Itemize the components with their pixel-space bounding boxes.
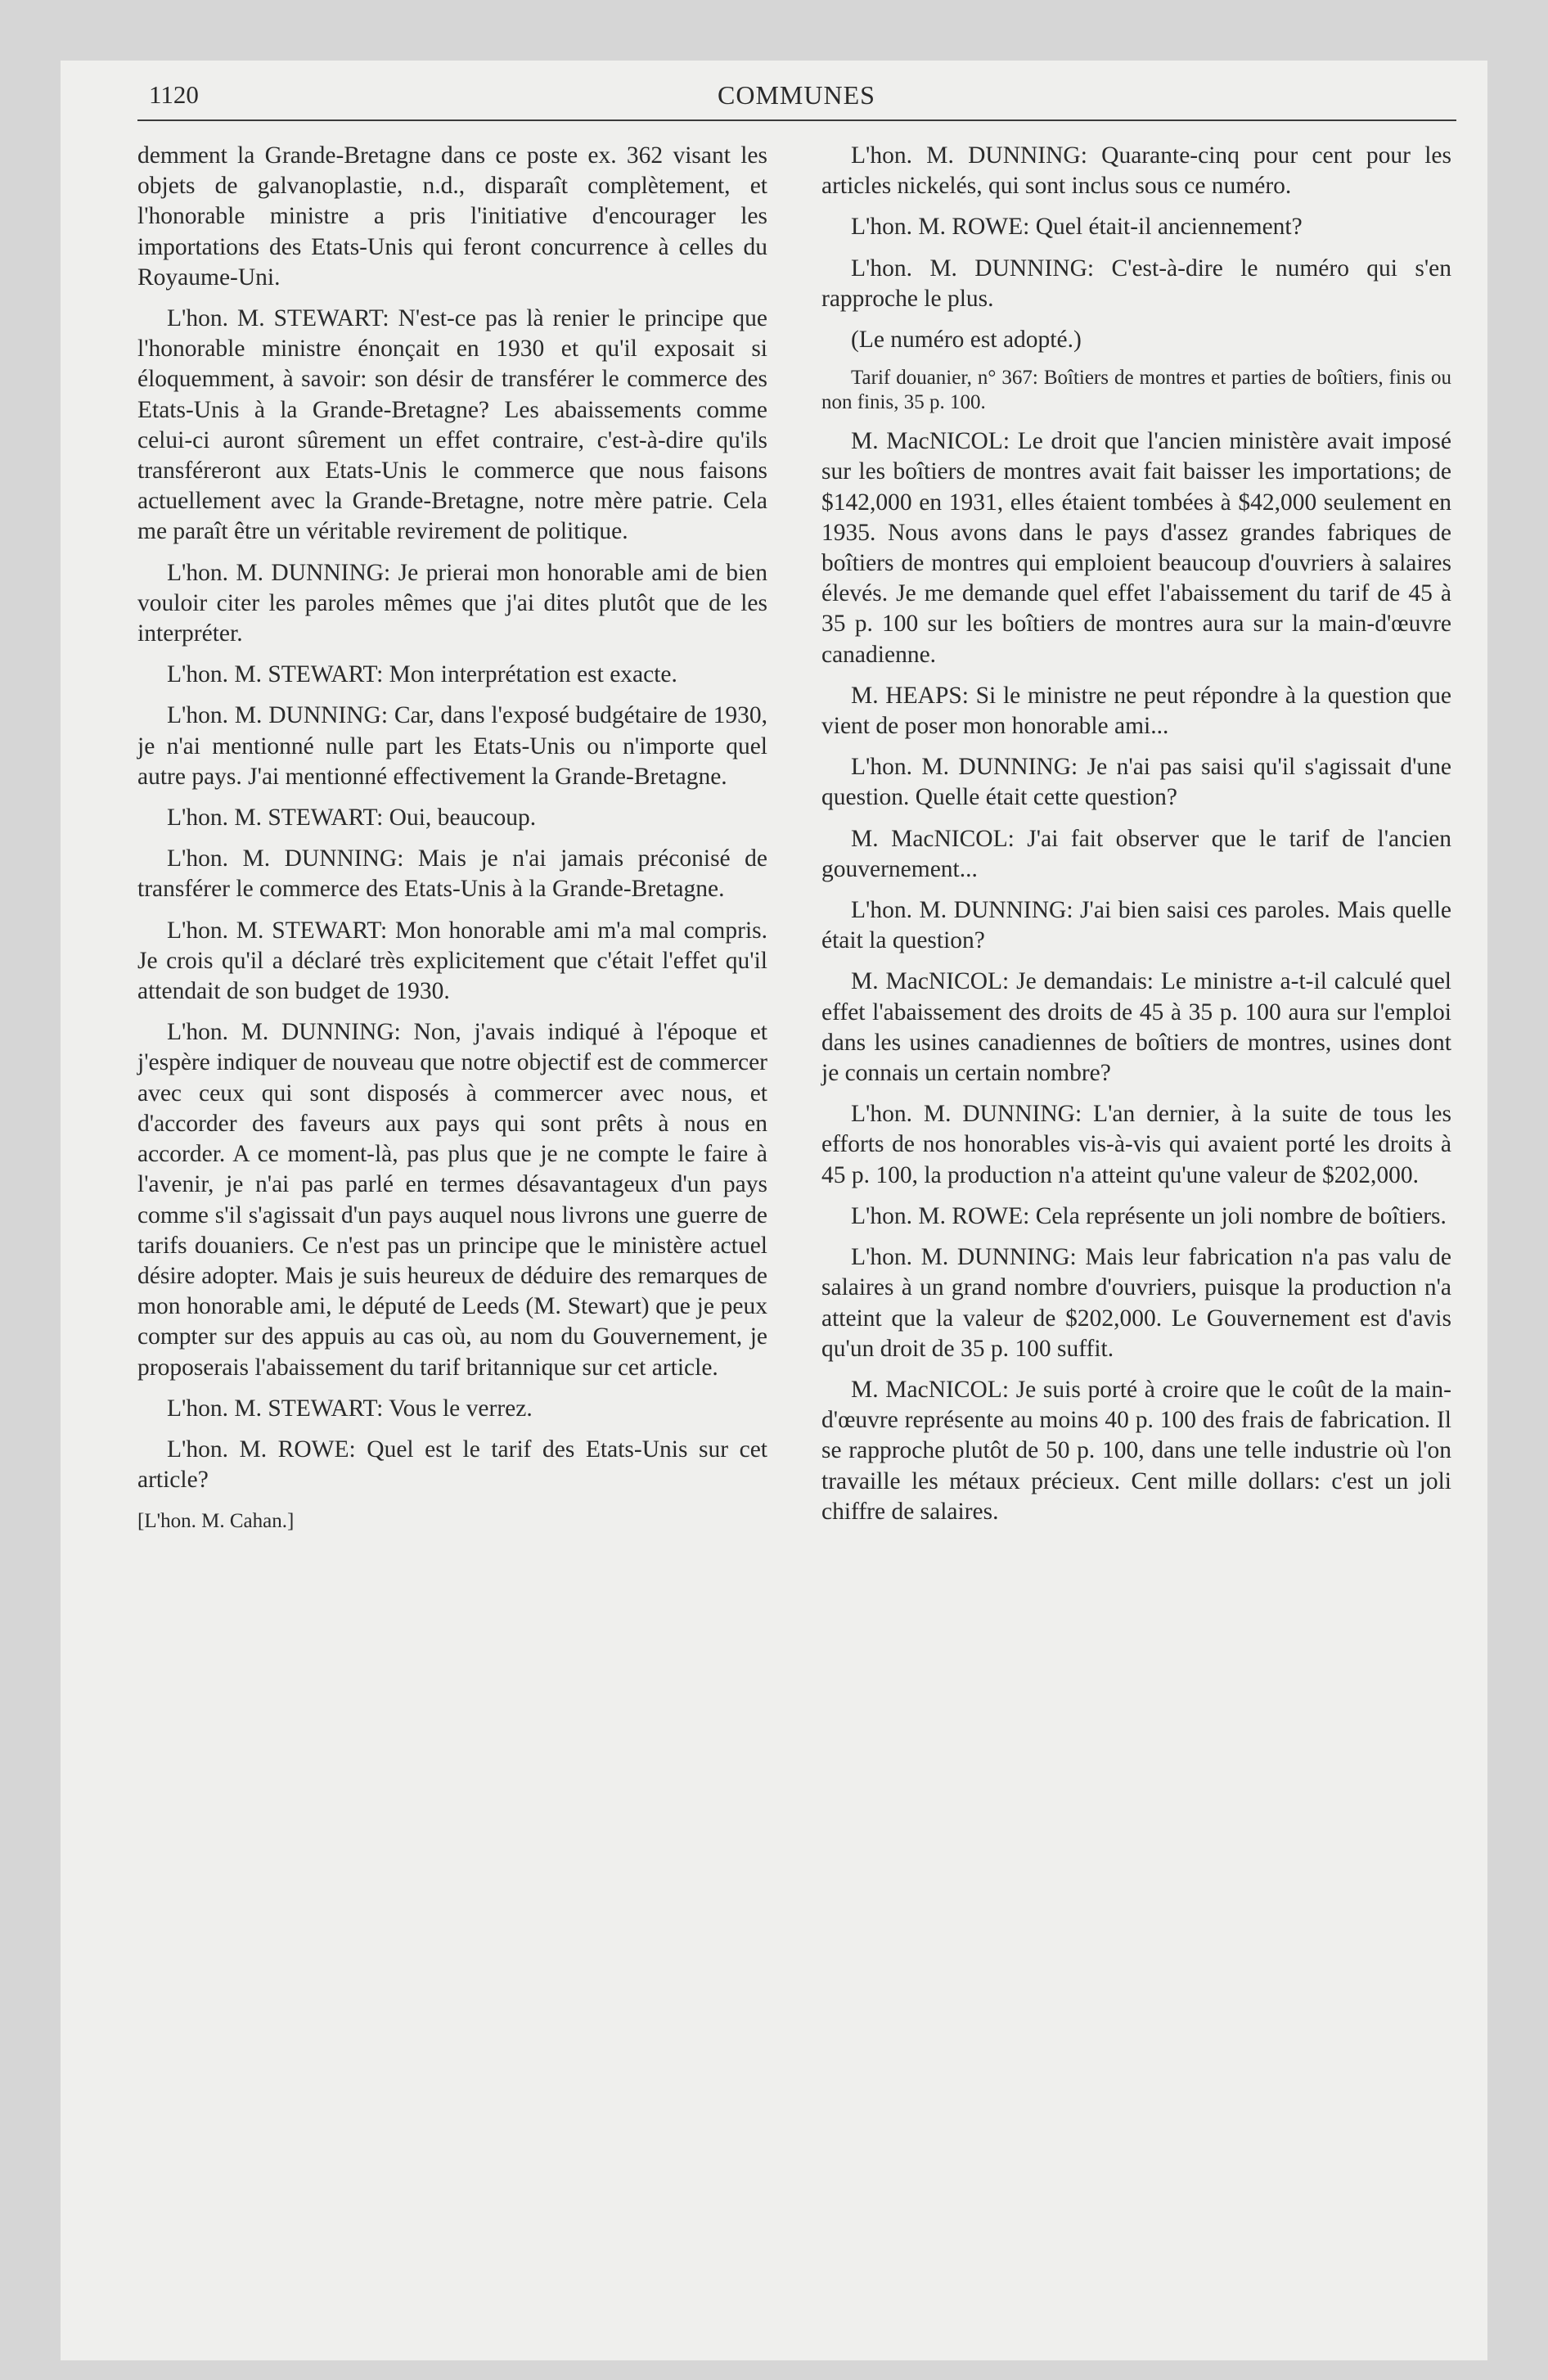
paragraph: L'hon. M. DUNNING: Quarante-cinq pour cent pour les articles nickelés, qui sont inclus sous ce numéro. <box>821 142 1451 200</box>
paragraph: L'hon. M. ROWE: Quel était-il anciennement? <box>851 214 1303 241</box>
page-header <box>149 69 1458 118</box>
document-page <box>61 61 1487 2360</box>
paragraph: L'hon. M. STEWART: Mon interprétation est exacte. <box>167 661 677 688</box>
paragraph: L'hon. M. STEWART: Mon honorable ami m'a mal compris. Je crois qu'il a déclaré très explicitement que c'était l'effet qu'il attendait de son budget de 1930. <box>137 917 767 1005</box>
paragraph: L'hon. M. DUNNING: Je n'ai pas saisi qu'il s'agissait d'une question. Quelle était cette question? <box>821 754 1451 811</box>
paragraph: M. MacNICOL: J'ai fait observer que le tarif de l'ancien gouvernement... <box>821 825 1451 882</box>
paragraph: L'hon. M. STEWART: Oui, beaucoup. <box>167 805 537 832</box>
paragraph: L'hon. M. DUNNING: L'an dernier, à la suite de tous les efforts de nos honorables vis-à-vis qui avaient porté les droits à 45 p. 100, la production n'a atteint qu'une valeur de $202,000. <box>821 1101 1451 1188</box>
paragraph: L'hon. M. DUNNING: J'ai bien saisi ces paroles. Mais quelle était la question? <box>821 897 1451 954</box>
paragraph: L'hon. M. DUNNING: Non, j'avais indiqué à l'époque et j'espère indiquer de nouveau que notre objectif est de commercer avec ceux qui sont disposés à commercer avec nous, et d'accorder des faveurs aux pays qui sont prêts à nous en accorder. A ce moment-là, pas plus que je ne compte le faire à l'avenir, je n'ai pas parlé en termes désavantageux d'un pays comme s'il s'agissait d'un pays auquel nous livrons une guerre de tarifs douaniers. Ce n'est pas un principe que le ministère actuel désire adopter. Mais je suis heureux de déduire des remarques de mon honorable ami, le député de Leeds (M. Stewart) que je peux compter sur des appuis au cas où, au nom du Gouvernement, je proposerais l'abaissement du tarif britannique sur cet article. <box>137 1019 767 1381</box>
paragraph: L'hon. M. DUNNING: Mais leur fabrication n'a pas valu de salaires à un grand nombre d'ouvriers, puisque la production n'a atteint que la valeur de $202,000. Le Gouvernement est d'avis qu'un droit de 35 p. 100 suffit. <box>821 1244 1451 1362</box>
paragraph: demment la Grande-Bretagne dans ce poste ex. 362 visant les objets de galvanoplastie, n.d., disparaît complètement, et l'honorable ministre a pris l'initiative d'encourager les importations des Etats-Unis qui feront concurrence à celles du Royaume-Uni. <box>137 142 767 291</box>
paragraph: L'hon. M. DUNNING: Mais je n'ai jamais préconisé de transférer le commerce des Etats-Unis à la Grande-Bretagne. <box>137 845 767 903</box>
paragraph: M. MacNICOL: Le droit que l'ancien ministère avait imposé sur les boîtiers de montres avait fait baisser les importations; de $142,000 en 1931, elles étaient tombées à $42,000 seulement en 1935. Nous avons dans le pays d'assez grandes fabriques de boîtiers de montres qui emploient beaucoup d'ouvriers à salaires élevés. Je me demande quel effet l'abaissement du tarif de 45 à 35 p. 100 sur les boîtiers de montres aura sur la main-d'œuvre canadienne. <box>821 428 1451 668</box>
paragraph: L'hon. M. DUNNING: C'est-à-dire le numéro qui s'en rapproche le plus. <box>821 255 1451 312</box>
paragraph: L'hon. M. STEWART: N'est-ce pas là renier le principe que l'honorable ministre énonçait en 1930 et qu'il exposait si éloquemment, à savoir: son désir de transférer le commerce des Etats-Unis à la Grande-Bretagne? Les abaissements comme celui-ci auront sûrement un effet contraire, c'est-à-dire qu'ils transféreront aux Etats-Unis le commerce que nous faisons actuellement avec la Grande-Bretagne, notre mère patrie. Cela me paraît être un véritable revirement de politique. <box>137 305 767 545</box>
left-column <box>137 141 767 1548</box>
running-head: COMMUNES <box>718 80 875 110</box>
adoption-note: (Le numéro est adopté.) <box>851 327 1082 354</box>
paragraph: L'hon. M. DUNNING: Je prierai mon honorable ami de bien vouloir citer les paroles mêmes que j'ai dites plutôt que de les interpréter. <box>137 559 767 647</box>
paragraph: M. MacNICOL: Je suis porté à croire que le coût de la main-d'œuvre représente au moins 40 p. 100 des frais de fabrication. Il se rapproche plutôt de 50 p. 100, dans une telle industrie où l'on travaille les métaux précieux. Cent mille dollars: c'est un joli chiffre de salaires. <box>821 1376 1451 1525</box>
paragraph: L'hon. M. ROWE: Quel est le tarif des Etats-Unis sur cet article? <box>137 1436 767 1494</box>
paragraph: L'hon. M. ROWE: Cela représente un joli nombre de boîtiers. <box>851 1202 1447 1229</box>
page-number: 1120 <box>149 80 199 109</box>
speaker-signature: [L'hon. M. Cahan.] <box>137 1510 295 1533</box>
paragraph: M. HEAPS: Si le ministre ne peut répondre à la question que vient de poser mon honorable ami... <box>821 682 1451 740</box>
paragraph: M. MacNICOL: Je demandais: Le ministre a-t-il calculé quel effet l'abaissement des droits de 45 à 35 p. 100 aura sur l'emploi dans les usines canadiennes de boîtiers de montres, usines dont je connais un certain nombre? <box>821 968 1451 1087</box>
header-rule <box>137 119 1456 121</box>
paragraph: L'hon. M. STEWART: Vous le verrez. <box>167 1395 533 1422</box>
right-column <box>821 141 1451 1538</box>
paragraph: L'hon. M. DUNNING: Car, dans l'exposé budgétaire de 1930, je n'ai mentionné nulle part les Etats-Unis ou n'importe quel autre pays. J'ai mentionné effectivement la Grande-Bretagne. <box>137 702 767 790</box>
tariff-item: Tarif douanier, n° 367: Boîtiers de montres et parties de boîtiers, finis ou non finis, 35 p. 100. <box>821 367 1451 414</box>
